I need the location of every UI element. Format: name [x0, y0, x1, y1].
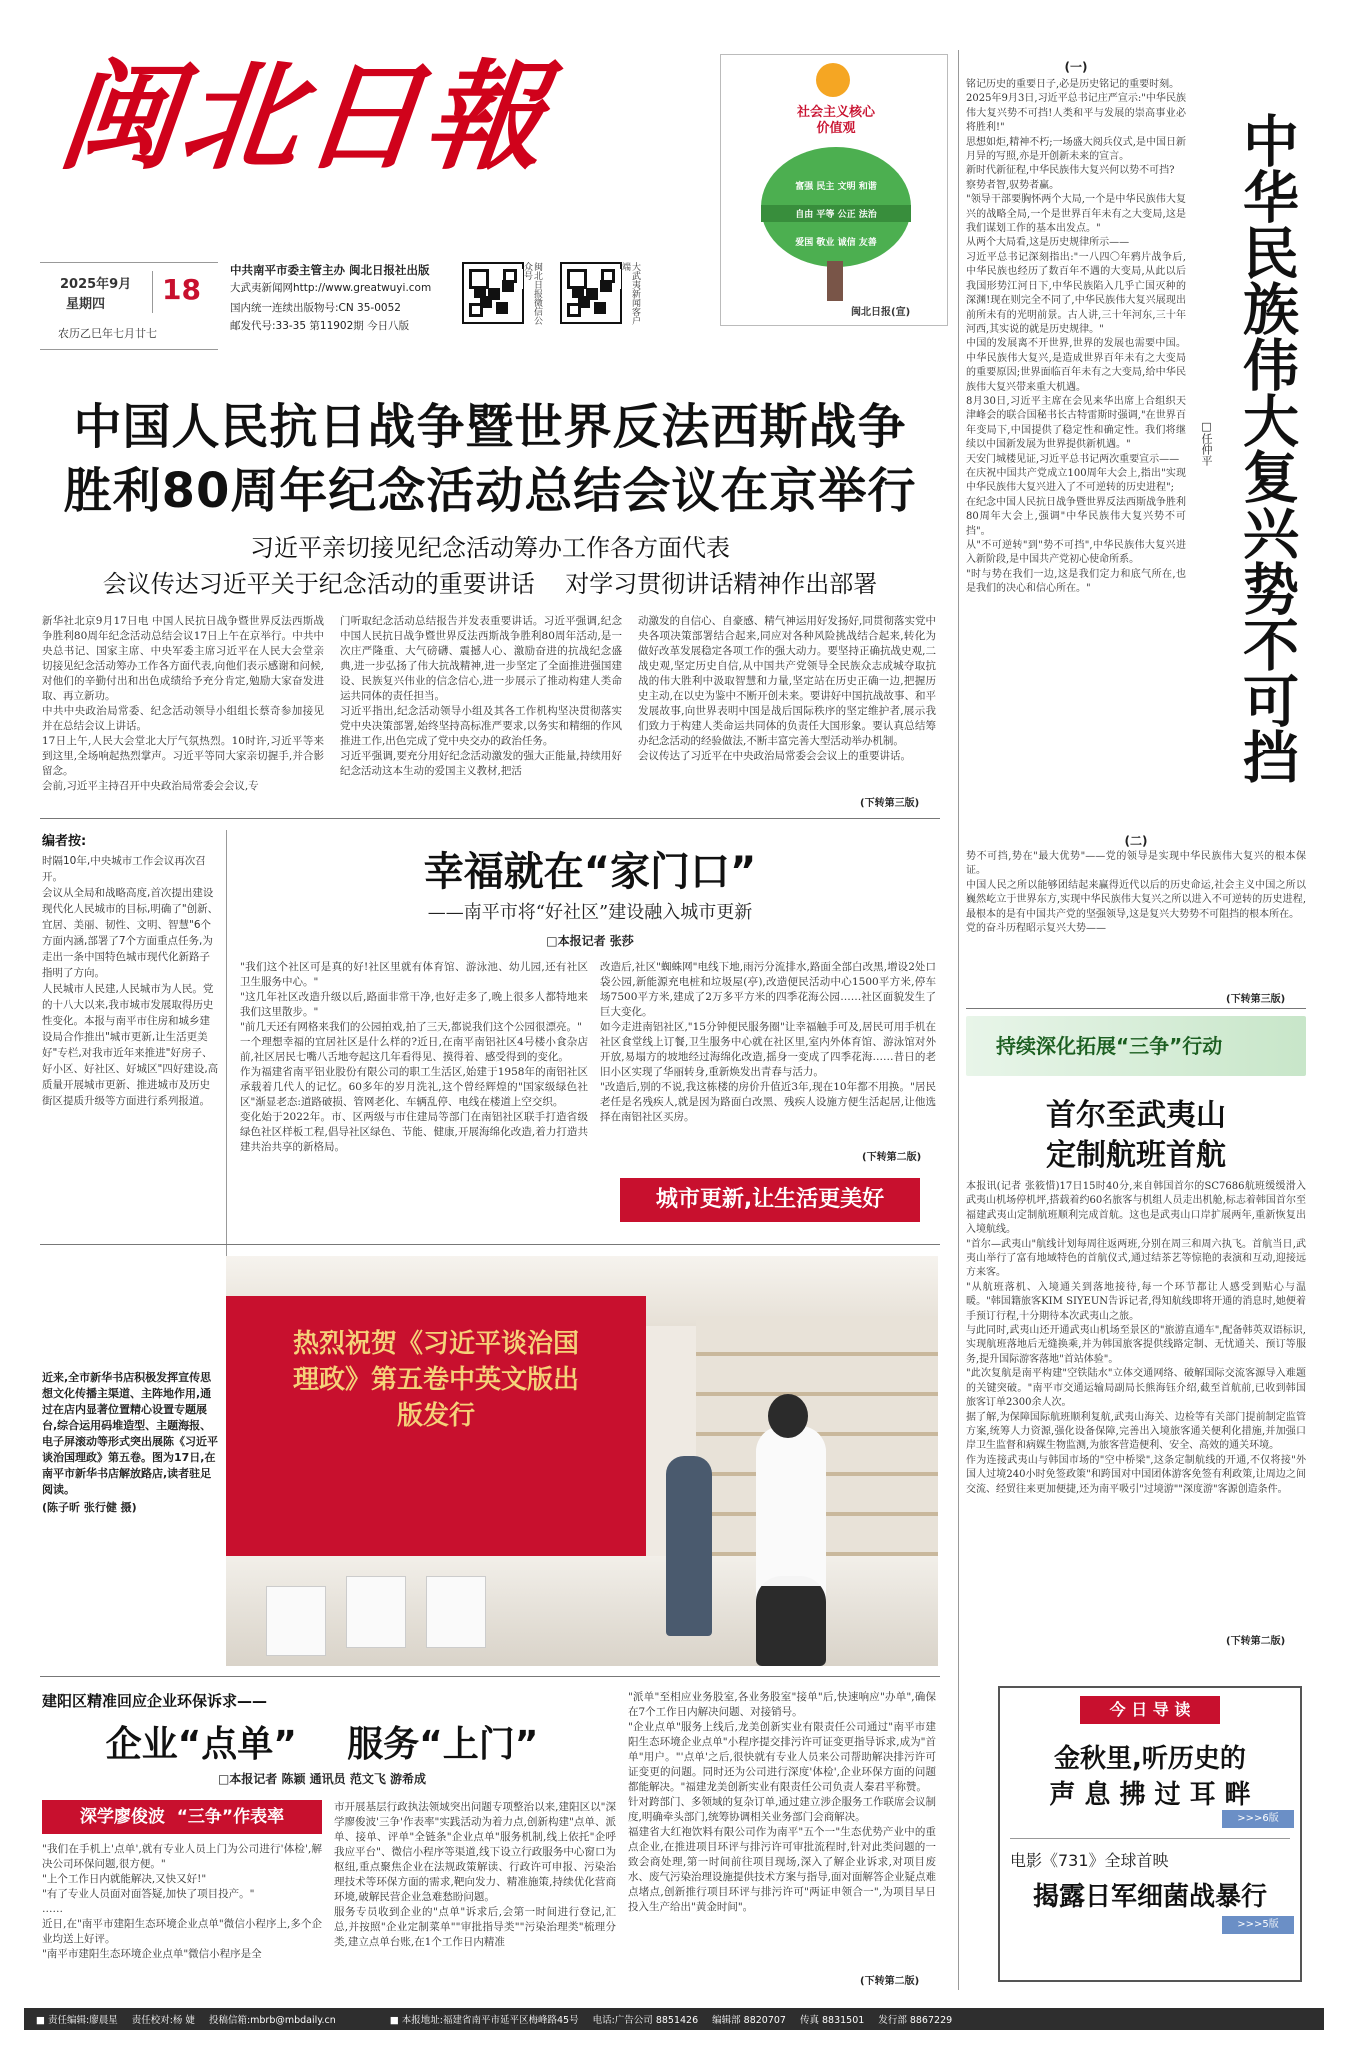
- main-article-col3: 动激发的自信心、自豪感、精气神运用好发扬好,同贯彻落实党中央各项决策部署结合起来,同应对各种风险挑战结合起来,转化为做好改革发展稳定各项工作的强大动力。要坚持正确抗战史观,二战史观,坚定历史自信,从中国共产党领导全民族众志成城夺取抗战的伟大胜利中汲取智慧和力量,坚定站在历史正确一边,把握历史主动,在以史为鉴中不断开创未来。要讲好中国抗战故事、和平发展故事,向世界表明中国是战后国际秩序的坚定维护者,展示我们致力于构建人类命运共同体的负责任大国形象。要认真总结筹办纪念活动的经验做法,不断丰富完善大型活动举办机制。 会议传达了习近平在中央政治局常委会会议上的重要讲话。: [638, 615, 936, 762]
- happiness-col2: 改造后,社区"蜘蛛网"电线下地,雨污分流排水,路面全部白改黑,增设2处口袋公园,新能源充电桩和垃圾屋(亭),改造便民活动中心1500平方米,停车场7500平方米,建成了2万多平方米的四季花海公园……社区面貌发生了巨大变化。 如今走进南铝社区,"15分钟便民服务圈"让幸福触手可及,居民可用手机在社区食堂线上订餐,卫生服务中心就在社区里,室内外体育馆、游泳馆对外开放,易塌方的坡地经过海绵化改造,摇身一变成了四季花海……昔日的老旧小区实现了华丽转身,重新焕发出青春与活力。 "改造后,别的不说,我这栋楼的房价升值近3年,现在10年都不用换。"居民老任是名残疾人,就是因为路面白改黑、残疾人设施方便生活起居,让他选择在南铝社区买房。: [600, 961, 936, 1123]
- ad-credit: 闽北日报(宣): [851, 307, 911, 318]
- guide-divider: [1010, 1838, 1290, 1839]
- divider-main-bottom: [40, 818, 940, 819]
- footer-email[interactable]: 投稿信箱:mbrb@mbdaily.cn: [208, 2015, 336, 2026]
- guide-item1-line1: 金秋里,听历史的: [1054, 1744, 1246, 1774]
- qr-code-app[interactable]: [560, 262, 622, 324]
- footer-proof: 责任校对:杨 婕: [131, 2015, 195, 2026]
- flight-continued: (下转第二版): [1226, 1636, 1286, 1647]
- photo-reader-1: [666, 1456, 712, 1636]
- photo-book-3: [426, 1576, 486, 1648]
- enterprise-title: 企业“点单” 服务“上门”: [105, 1724, 539, 1765]
- flight-text: 本报讯(记者 张筱惜)17日15时40分,来自韩国首尔的SC7686航班缓缓滑入武夷山机场停机坪,搭载着约60名旅客与机组人员走出机舱,标志着韩国首尔至福建武夷山定制航班顺利完成首航。这也是武夷山口岸扩展两年,重新恢复出入境航线。 "首尔—武夷山"航线计划每周往返两班,分别在周三和周六执飞。首航当日,武夷山举行了富有地域特色的首航仪式,通过结茶艺等惊艳的表演和互动,迎接远方来客。 "从航班落机、入境通关到落地接待,每一个环节都让人感受到贴心与温暖。"韩国籍旅客KIM SIYEUN告诉记者,得知航线即将开通的消息时,她便着手预订行程,十分期待本次武夷山之旅。 与此同时,武夷山还开通武夷山机场至景区的"旅游直通车",配备韩英双语标识,实现航班落地后无缝换乘,并为韩国旅客提供线路定制、无忧通关、预订等服务,提升国际游客落地"首站体验"。 "此次复航是南平构建"空铁陆水"立体交通网络、破解国际交流客源导入难题的关键突破。"南平市交通运输局副局长熊海钰介绍,截至首航前,已收到韩国旅客订单2300余人次。 据了解,为保障国际航班顺利复航,武夷山海关、边检等有关部门提前制定监管方案,统筹人力资源,强化设备保障,完善出入境旅客通关便利化措施,并加强口岸卫生监督和病媒生物监测,为旅客营造便利、安全、高效的通关环境。 作为连接武夷山与韩国市场的"空中桥梁",这条定制航线的开通,不仅将接"外国人过境240小时免签政策"和跨国对中国团体游客免签有利政策,让周边之间交流、经贸往来更加便捷,还为南平吸引"过境游""深度游"客源创造条件。: [966, 1181, 1306, 1495]
- commentary-text1: 铭记历史的重要日子,必是历史铭记的重要时刻。 2025年9月3日,习近平总书记庄严宣示:"中华民族伟大复兴势不可挡!人类和平与发展的崇高事业必将胜利!" 思想如炬,精神不朽;一场盛大阅兵仪式,是中国日新月异的写照,亦是开创新未来的宣言。 新时代新征程,中华民族伟大复兴何以势不可挡? 察势者智,驭势者赢。 "领导干部要胸怀两个大局,一个是中华民族伟大复兴的战略全局,一个是世界百年未有之大变局,这是我们谋划工作的基本出发点。" 从两个大局看,这是历史规律所示—— 习近平总书记深刻指出:"一八四〇年鸦片战争后,中华民族也经历了数百年不遇的大变局,从此以后我国形势江河日下,中华民族陷入几乎亡国灭种的深渊!现在则完全不同了,中华民族伟大复兴展现出前所未有的光明前景。古人讲,三十年河东,三十年河西,其实说的就是历史规律。" 中国的发展离不开世界,世界的发展也需要中国。中华民族伟大复兴,是造成世界百年未有之大变局的重要原因;世界面临百年未有之大变局,给中华民族伟大复兴带来重大机遇。 8月30日,习近平主席在会见来华出席上合组织天津峰会的联合国秘书长古特雷斯时强调,"在世界百年变局下,中国提供了稳定性和确定性。我们将继续以中国新发展为世界提供新机遇。" 天安门城楼见证,习近平总书记两次重要宣示—— 在庆祝中国共产党成立100周年大会上,指出"实现中华民族伟大复兴进入了不可逆转的历史进程"; 在纪念中国人民抗日战争暨世界反法西斯战争胜利80周年大会上,强调"中华民族伟大复兴势不可挡"。 从"不可逆转"到"势不可挡",中华民族伟大复兴进入新阶段,是中国共产党初心使命所系。 "时与势在我们一边,这是我们定力和底气所在,也是我们的决心和信心所在。": [966, 79, 1186, 595]
- guide-item2-link[interactable]: >>>5版: [1222, 1916, 1294, 1934]
- enterprise-continued: (下转第二版): [860, 1976, 920, 1987]
- enterprise-col1: "我们在手机上'点单',就有专业人员上门为公司进行'体检',解决公司环保问题,很方便。" "上个工作日内就能解决,又快又好!" "有了专业人员面对面答疑,加快了项目投产。" …… 近日,在"南平市建阳生态环境企业点单"微信小程序上,多个企业均送上好评。 "南平市建阳生态环境企业点单"微信小程序是全: [42, 1843, 322, 1960]
- qr2-label: 大武夷新闻客户端: [620, 262, 640, 325]
- qr-code-wechat[interactable]: [462, 262, 524, 324]
- ad-tree-item-2: 自由 平等 公正 法治: [761, 205, 911, 222]
- main-headline-line2: 胜利80周年纪念活动总结会议在京举行: [63, 463, 917, 519]
- footer-fax: 传真 8831501: [799, 2015, 865, 2026]
- footer-address: ■ 本报地址:福建省南平市延平区梅峰路45号: [389, 2015, 579, 2026]
- photo-credit: (陈子昕 张行健 摄): [42, 1501, 137, 1514]
- photo-banner-text: 热烈祝贺《习近平谈治国理政》第五卷中英文版出版发行: [292, 1329, 579, 1431]
- flight-title-1: 首尔至武夷山: [1046, 1098, 1226, 1133]
- commentary-continued: (下转第三版): [1226, 994, 1286, 1005]
- date-weekday: 星期四: [66, 297, 106, 312]
- city-renewal-tag: 城市更新,让生活更美好: [620, 1178, 920, 1222]
- main-article-col2: 门听取纪念活动总结报告并发表重要讲话。习近平强调,纪念中国人民抗日战争暨世界反法西斯战争胜利80周年活动,是一次庄严隆重、大气磅礴、震撼人心、激励奋进的抗战纪念盛典,进一步弘扬了伟大抗战精神,进一步坚定了全面推进强国建设、民族复兴伟业的信念信心,进一步展示了推动构建人类命运共同体的责任担当。 习近平指出,纪念活动领导小组及其各工作机构坚决贯彻落实党中央决策部署,始终坚持高标准严要求,以务实和精细的作风推进工作,出色完成了党中央交办的政治任务。 习近平强调,要充分用好纪念活动激发的强大正能量,持续用好纪念活动这本生动的爱国主义教材,把活: [340, 615, 622, 777]
- commentary-sec2: (二): [1124, 834, 1148, 848]
- happiness-subtitle: ——南平市将“好社区”建设融入城市更新: [427, 902, 753, 923]
- main-subheadline-2: 会议传达习近平关于纪念活动的重要讲话 对学习贯彻讲话精神作出部署: [102, 570, 878, 598]
- ad-sun-icon: [816, 63, 850, 97]
- commentary-author: □任仲平: [1200, 420, 1213, 466]
- main-article-col1: 新华社北京9月17日电 中国人民抗日战争暨世界反法西斯战争胜利80周年纪念活动总结会议17日上午在京举行。中共中央总书记、国家主席、中央军委主席习近平在人民大会堂亲切接见纪念活动筹办工作各方面代表,向他们表示感谢和问候,对他们的辛勤付出和出色成绩给予充分肯定,勉励大家奋发进取、再立新功。 中共中央政治局常委、纪念活动领导小组组长蔡奇参加接见并在总结会议上讲话。 17日上午,人民大会堂北大厅气氛热烈。10时许,习近平等来到这里,全场响起热烈掌声。习近平等同大家亲切握手,并合影留念。 会前,习近平主持召开中央政治局常委会会议,专: [42, 615, 324, 792]
- editor-note-label: 编者按:: [42, 834, 87, 849]
- date-divider: [152, 271, 153, 313]
- footer-desk: 编辑部 8820707: [712, 2015, 786, 2026]
- masthead-website: 大武夷新闻网http://www.greatwuyi.com: [230, 282, 432, 294]
- qr1-label: 闽北日报微信公众号: [522, 262, 542, 325]
- commentary-title: 中华民族伟大复兴势不可挡: [1234, 112, 1299, 784]
- today-guide-header: 今 日 导 读: [1080, 1696, 1220, 1724]
- divider-editor-note: [226, 830, 227, 1270]
- date-box: [40, 262, 218, 350]
- photo-caption-block: [42, 1370, 220, 1620]
- logo-text: 闽北日報: [52, 47, 556, 186]
- masthead-postal: 邮发代号:33-35 第11902期 今日八版: [230, 320, 410, 332]
- main-subheadline-1: 习近平亲切接见纪念活动筹办工作各方面代表: [250, 534, 730, 562]
- sanzheng-banner-text: 持续深化拓展“三争”行动: [996, 1034, 1223, 1058]
- editor-note-text: 时隔10年,中央城市工作会议再次召开。 会议从全局和战略高度,首次提出建设现代化人民城市的目标,明确了"创新、宜居、美丽、韧性、文明、智慧"6个方面内涵,部署了7个方面重点任务,为走出一条中国特色城市现代化新路子指明了方向。 人民城市人民建,人民城市为人民。党的十八大以来,我市城市发展取得历史性变化。本报与南平市住房和城乡建设局合作推出"城市更新,让生活更美好"专栏,对我市近年来推进"好房子、好小区、好社区、好城区"四好建设,高质量开展城市更新、推进城市及历史街区提质升级等方面进行系列报道。: [42, 855, 219, 1107]
- footer-phone: 电话:广告公司 8851426: [592, 2015, 699, 2026]
- footer-dist: 发行部 8867229: [878, 2015, 953, 2026]
- ad-slogan: 社会主义核心价值观: [796, 105, 875, 136]
- happiness-title: 幸福就在“家门口”: [423, 849, 757, 895]
- masthead-publisher: 中共南平市委主管主办 闽北日报社出版: [230, 263, 430, 277]
- guide-item1-line2: 声 息 拂 过 耳 畔: [1049, 1780, 1251, 1810]
- masthead-logo: [52, 47, 620, 186]
- happiness-byline: □本报记者 张莎: [546, 934, 634, 948]
- divider-before-photo: [40, 1244, 940, 1245]
- enterprise-tag: 深学廖俊波 “三争”作表率: [42, 1800, 322, 1834]
- date-day: 18: [162, 273, 201, 306]
- enterprise-col2: 市开展基层行政执法领域突出问题专项整治以来,建阳区以"深学廖俊波'三争'作表率"实践活动为着力点,创新构建"点单、派单、接单、评单"全链条"企业点单"服务机制,线上依托"企呼我应平台"、微信小程序等渠道,线下设立行政服务中心窗口为枢纽,重点聚焦企业在法规政策解读、行政许可申报、污染治理技术等环保方面的需求,靶向发力、精准施策,持续优化营商环境,破解民营企业急难愁盼问题。 服务专员收到企业的"点单"诉求后,会第一时间进行登记,汇总,并按照"企业定制菜单""审批指导类""污染治理类"梳理分类,建立点单台账,在1个工作日内精准: [334, 1801, 616, 1948]
- photo-book-table: [226, 1556, 938, 1666]
- photo-reader-2-head: [768, 1394, 808, 1438]
- footer-bar: [24, 2008, 1324, 2030]
- sanzheng-banner: [966, 1016, 1306, 1076]
- ad-tree-trunk: [827, 261, 843, 301]
- happiness-col1: "我们这个社区可是真的好!社区里就有体育馆、游泳池、幼儿园,还有社区卫生服务中心。" "这几年社区改造升级以后,路面非常干净,也好走多了,晚上很多人都特地来我们这里散步。" "前几天还有网格来我们的公园拍戏,拍了三天,都说我们这个公园很漂亮。" 一个理想幸福的宜居社区是什么样的?近日,在南平南铝社区4号楼小食杂店前,社区居民七嘴八舌地夸起这几年看得见、摸得着、感受得到的变化。 作为福建省南平铝业股份有限公司的职工生活区,始建于1958年的南铝社区承载着几代人的记忆。60多年的岁月洗礼,这个曾经辉煌的"国家级绿色社区"渐显老态:道路破损、管网老化、车辆乱停、电线在楼道上空交织。 变化始于2022年。市、区两级与市住建局等部门在南铝社区联手打造省级绿色社区样板工程,倡导社区绿色、节能、健康,开展海绵化改造,着力打造共建共治共享的新格局。: [240, 961, 588, 1153]
- editor-note: [42, 830, 220, 1270]
- happiness-continued: (下转第二版): [858, 1148, 921, 1163]
- photo-book-2: [346, 1576, 406, 1648]
- photo-book-1: [266, 1586, 326, 1656]
- today-guide-box: [998, 1686, 1302, 1982]
- values-ad-box: [720, 54, 948, 326]
- enterprise-byline: □本报记者 陈颖 通讯员 范文飞 游希成: [217, 1772, 427, 1786]
- ad-tree-item-1: 富强 民主 文明 和谐: [795, 182, 877, 192]
- guide-item1-link[interactable]: >>>6版: [1222, 1810, 1294, 1828]
- bookstore-photo[interactable]: [226, 1256, 938, 1666]
- main-headline-line1: 中国人民抗日战争暨世界反法西斯战争: [73, 399, 907, 455]
- main-article-continued: (下转第三版): [860, 798, 920, 809]
- guide-item2-title: 揭露日军细菌战暴行: [1032, 1882, 1267, 1912]
- ad-tree-item-3: 爱国 敬业 诚信 友善: [795, 238, 877, 248]
- enterprise-col3: "派单"至相应业务股室,各业务股室"接单"后,快速响应"办单",确保在7个工作日内解决问题、对接销号。 "企业点单"服务上线后,龙美创新实业有限责任公司通过"南平市建阳生态环境企业点单"小程序提交排污许可证变更指导诉求,成为"首单"用户。"'点单'之后,很快就有专业人员来公司帮助解决排污许可证变更的问题。同时还为公司进行深度'体检',企业环保方面的问题都能解决。"福建龙美创新实业有限责任公司负责人秦君平称赞。 针对跨部门、多领域的复杂订单,通过建立涉企服务工作联席会议制度,明确牵头部门,统筹协调相关业务部门会商解决。 福建省大红袍饮料有限公司作为南平"五个一"生态优势产业中的重点企业,在推进项目环评与排污许可审批流程时,针对此类问题的一致会商处理,第一时间前往项目现场,深入了解企业诉求,对项目废水、废气污染治理设施提供技术方案与指导,面对面解答企业疑点难点堵点,创新推行项目环评与排污许可"两证申领合一",为项目早日投入生产给出"黄金时间"。: [628, 1691, 936, 1913]
- commentary-text2: 势不可挡,势在"最大优势"——党的领导是实现中华民族伟大复兴的根本保证。 中国人民之所以能够团结起来赢得近代以后的历史命运,社会主义中国之所以巍然屹立于世界东方,实现中华民族伟大复兴之所以进入不可逆转的历史进程,最根本的是有中国共产党的坚强领导,这是复兴大势势不可阻挡的根本所在。 党的奋斗历程昭示复兴大势——: [966, 851, 1306, 935]
- photo-caption: 近来,全市新华书店积极发挥宣传思想文化传播主渠道、主阵地作用,通过在店内显著位置精心设置专题展台,综合运用码堆造型、主题海报、电子屏滚动等形式突出展陈《习近平谈治国理政》第五卷。图为17日,在南平市新华书店解放路店,读者驻足阅读。: [42, 1371, 218, 1496]
- date-lunar: 农历乙巳年七月廿七: [58, 327, 157, 340]
- photo-reader-2: [756, 1426, 826, 1666]
- masthead-cn: 国内统一连续出版物号:CN 35-0052: [230, 302, 401, 314]
- date-month: 2025年9月: [60, 277, 132, 292]
- flight-title-2: 定制航班首航: [1046, 1138, 1226, 1173]
- commentary-sec1: (一): [1064, 60, 1088, 74]
- divider-after-photo: [40, 1676, 940, 1677]
- guide-item2-kicker: 电影《731》全球首映: [1010, 1851, 1169, 1870]
- divider-sanzheng: [966, 1008, 1306, 1009]
- divider-right-column: [958, 50, 959, 1990]
- enterprise-kicker: 建阳区精准回应企业环保诉求——: [42, 1692, 268, 1710]
- footer-editor: ■ 责任编辑:廖晨星: [36, 2015, 118, 2026]
